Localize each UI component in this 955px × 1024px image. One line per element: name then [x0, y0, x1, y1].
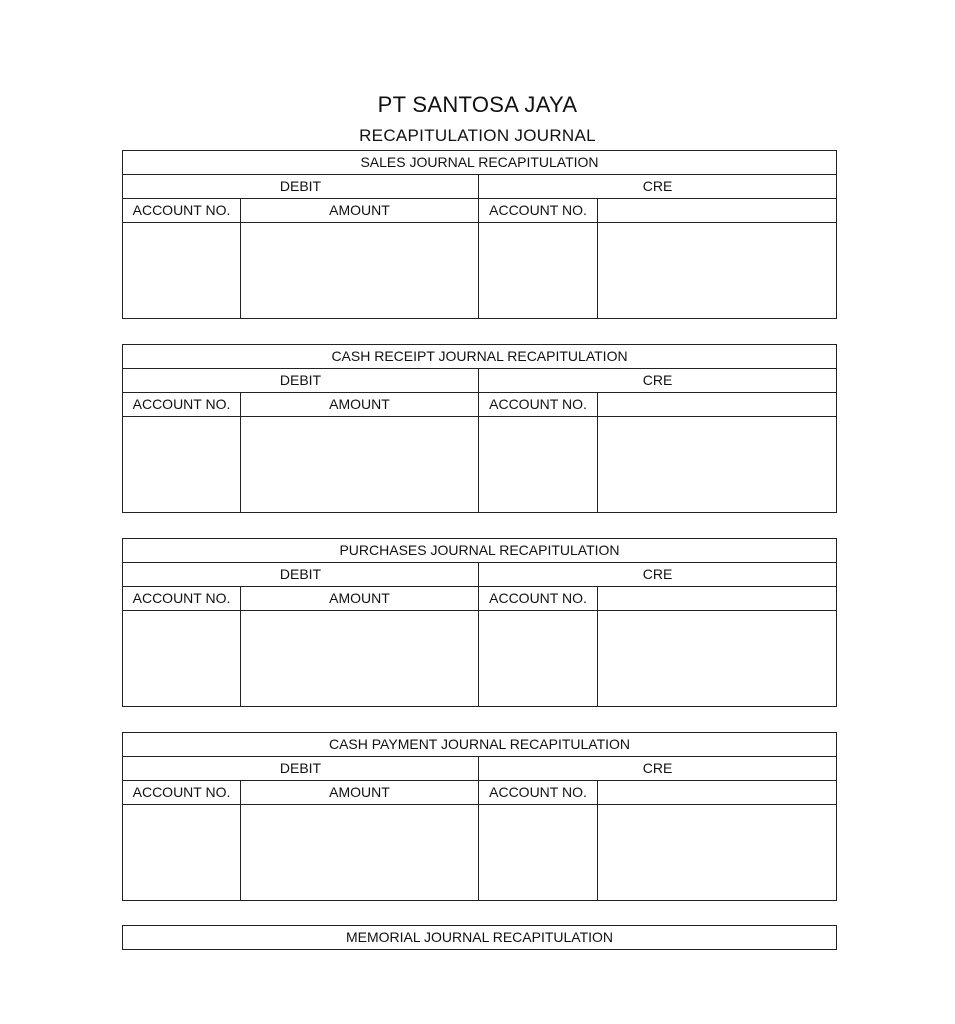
debit-amount-header: AMOUNT	[241, 781, 479, 805]
credit-account-no-cell[interactable]	[479, 417, 598, 513]
cash-payment-journal-table	[122, 732, 837, 901]
credit-amount-cell[interactable]	[598, 417, 837, 513]
debit-account-no-header: ACCOUNT NO.	[123, 199, 241, 223]
debit-header: DEBIT	[123, 757, 479, 781]
document-title: RECAPITULATION JOURNAL	[359, 126, 596, 145]
debit-header: DEBIT	[123, 369, 479, 393]
credit-account-no-header: ACCOUNT NO.	[479, 781, 598, 805]
credit-header: CRE	[479, 175, 837, 199]
sales-journal-table	[122, 150, 837, 319]
credit-header: CRE	[479, 757, 837, 781]
debit-account-no-header: ACCOUNT NO.	[123, 587, 241, 611]
credit-amount-header	[598, 781, 837, 805]
debit-account-no-cell[interactable]	[123, 417, 241, 513]
journal-title: SALES JOURNAL RECAPITULATION	[123, 151, 837, 175]
credit-account-no-cell[interactable]	[479, 805, 598, 901]
credit-amount-cell[interactable]	[598, 611, 837, 707]
credit-account-no-header: ACCOUNT NO.	[479, 393, 598, 417]
debit-header: DEBIT	[123, 175, 479, 199]
debit-account-no-cell[interactable]	[123, 611, 241, 707]
debit-amount-cell[interactable]	[241, 805, 479, 901]
credit-header: CRE	[479, 369, 837, 393]
debit-amount-cell[interactable]	[241, 611, 479, 707]
debit-amount-cell[interactable]	[241, 417, 479, 513]
debit-amount-header: AMOUNT	[241, 199, 479, 223]
cash-receipt-journal-table	[122, 344, 837, 513]
credit-amount-cell[interactable]	[598, 223, 837, 319]
purchases-journal-table	[122, 538, 837, 707]
debit-amount-header: AMOUNT	[241, 393, 479, 417]
debit-account-no-cell[interactable]	[123, 805, 241, 901]
credit-amount-cell[interactable]	[598, 805, 837, 901]
credit-amount-header	[598, 587, 837, 611]
journal-title: CASH RECEIPT JOURNAL RECAPITULATION	[123, 345, 837, 369]
journal-title: MEMORIAL JOURNAL RECAPITULATION	[123, 926, 837, 950]
credit-account-no-cell[interactable]	[479, 611, 598, 707]
journal-title: PURCHASES JOURNAL RECAPITULATION	[123, 539, 837, 563]
debit-account-no-header: ACCOUNT NO.	[123, 393, 241, 417]
credit-account-no-cell[interactable]	[479, 223, 598, 319]
debit-account-no-cell[interactable]	[123, 223, 241, 319]
credit-header: CRE	[479, 563, 837, 587]
company-name: PT SANTOSA JAYA	[377, 92, 578, 117]
credit-amount-header	[598, 199, 837, 223]
credit-amount-header	[598, 393, 837, 417]
debit-header: DEBIT	[123, 563, 479, 587]
debit-amount-cell[interactable]	[241, 223, 479, 319]
debit-account-no-header: ACCOUNT NO.	[123, 781, 241, 805]
credit-account-no-header: ACCOUNT NO.	[479, 587, 598, 611]
memorial-journal-table	[122, 925, 837, 950]
debit-amount-header: AMOUNT	[241, 587, 479, 611]
journal-title: CASH PAYMENT JOURNAL RECAPITULATION	[123, 733, 837, 757]
credit-account-no-header: ACCOUNT NO.	[479, 199, 598, 223]
